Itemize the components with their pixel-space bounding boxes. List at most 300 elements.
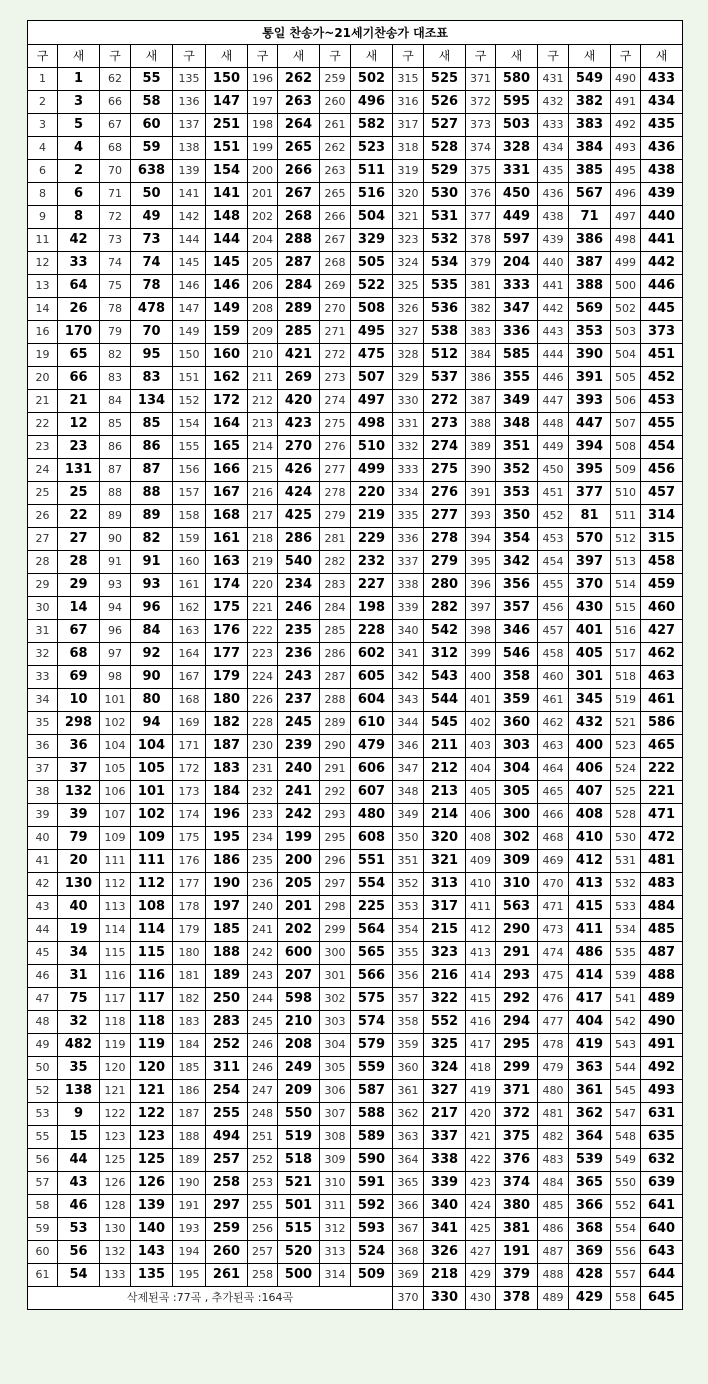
new-hymn-number: 327 xyxy=(424,1080,466,1103)
new-hymn-number: 60 xyxy=(131,114,173,137)
old-hymn-number: 410 xyxy=(466,873,496,896)
new-hymn-number: 71 xyxy=(569,206,611,229)
old-hymn-number: 172 xyxy=(173,758,206,781)
old-hymn-number: 85 xyxy=(100,413,131,436)
new-hymn-number: 150 xyxy=(206,68,248,91)
new-hymn-number: 275 xyxy=(424,459,466,482)
table-row xyxy=(28,482,683,505)
old-hymn-number: 180 xyxy=(173,942,206,965)
old-hymn-number: 549 xyxy=(611,1149,641,1172)
new-hymn-number: 408 xyxy=(569,804,611,827)
old-hymn-number: 111 xyxy=(100,850,131,873)
footer-cell: 378 xyxy=(496,1287,538,1310)
old-hymn-number: 62 xyxy=(100,68,131,91)
old-hymn-number: 221 xyxy=(248,597,278,620)
old-hymn-number: 212 xyxy=(248,390,278,413)
old-hymn-number: 146 xyxy=(173,275,206,298)
old-hymn-number: 286 xyxy=(320,643,351,666)
new-hymn-number: 518 xyxy=(278,1149,320,1172)
new-hymn-number: 135 xyxy=(131,1264,173,1287)
new-hymn-number: 415 xyxy=(569,896,611,919)
new-hymn-number: 311 xyxy=(206,1057,248,1080)
old-hymn-number: 419 xyxy=(466,1080,496,1103)
old-hymn-number: 331 xyxy=(393,413,424,436)
new-hymn-number: 641 xyxy=(641,1195,683,1218)
old-hymn-number: 504 xyxy=(611,344,641,367)
old-hymn-number: 164 xyxy=(173,643,206,666)
new-hymn-number: 347 xyxy=(496,298,538,321)
old-hymn-number: 194 xyxy=(173,1241,206,1264)
old-hymn-number: 236 xyxy=(248,873,278,896)
new-hymn-number: 258 xyxy=(206,1172,248,1195)
old-hymn-number: 232 xyxy=(248,781,278,804)
old-hymn-number: 159 xyxy=(173,528,206,551)
new-hymn-number: 497 xyxy=(351,390,393,413)
old-hymn-number: 83 xyxy=(100,367,131,390)
old-hymn-number: 141 xyxy=(173,183,206,206)
new-hymn-number: 394 xyxy=(569,436,611,459)
new-hymn-number: 105 xyxy=(131,758,173,781)
old-hymn-number: 214 xyxy=(248,436,278,459)
new-hymn-number: 151 xyxy=(206,137,248,160)
footer-cell: 645 xyxy=(641,1287,683,1310)
new-hymn-number: 635 xyxy=(641,1126,683,1149)
old-hymn-number: 284 xyxy=(320,597,351,620)
old-hymn-number: 441 xyxy=(538,275,569,298)
new-hymn-number: 190 xyxy=(206,873,248,896)
new-hymn-number: 545 xyxy=(424,712,466,735)
new-hymn-number: 95 xyxy=(131,344,173,367)
new-hymn-number: 493 xyxy=(641,1080,683,1103)
old-hymn-number: 245 xyxy=(248,1011,278,1034)
old-hymn-number: 222 xyxy=(248,620,278,643)
new-hymn-number: 40 xyxy=(58,896,100,919)
new-hymn-number: 160 xyxy=(206,344,248,367)
new-hymn-number: 239 xyxy=(278,735,320,758)
new-hymn-number: 108 xyxy=(131,896,173,919)
old-hymn-number: 101 xyxy=(100,689,131,712)
new-hymn-number: 104 xyxy=(131,735,173,758)
old-hymn-number: 384 xyxy=(466,344,496,367)
new-hymn-number: 381 xyxy=(496,1218,538,1241)
old-hymn-number: 181 xyxy=(173,965,206,988)
old-hymn-number: 90 xyxy=(100,528,131,551)
header-new: 새 xyxy=(58,45,100,68)
old-hymn-number: 339 xyxy=(393,597,424,620)
table-body xyxy=(28,68,683,1287)
new-hymn-number: 261 xyxy=(206,1264,248,1287)
old-hymn-number: 340 xyxy=(393,620,424,643)
old-hymn-number: 500 xyxy=(611,275,641,298)
old-hymn-number: 253 xyxy=(248,1172,278,1195)
new-hymn-number: 549 xyxy=(569,68,611,91)
table-row xyxy=(28,91,683,114)
new-hymn-number: 348 xyxy=(496,413,538,436)
new-hymn-number: 140 xyxy=(131,1218,173,1241)
old-hymn-number: 174 xyxy=(173,804,206,827)
old-hymn-number: 87 xyxy=(100,459,131,482)
new-hymn-number: 333 xyxy=(496,275,538,298)
new-hymn-number: 526 xyxy=(424,91,466,114)
old-hymn-number: 177 xyxy=(173,873,206,896)
new-hymn-number: 83 xyxy=(131,367,173,390)
new-hymn-number: 328 xyxy=(496,137,538,160)
old-hymn-number: 405 xyxy=(466,781,496,804)
old-hymn-number: 144 xyxy=(173,229,206,252)
old-hymn-number: 116 xyxy=(100,965,131,988)
new-hymn-number: 519 xyxy=(278,1126,320,1149)
old-hymn-number: 96 xyxy=(100,620,131,643)
old-hymn-number: 328 xyxy=(393,344,424,367)
old-hymn-number: 113 xyxy=(100,896,131,919)
old-hymn-number: 33 xyxy=(28,666,58,689)
new-hymn-number: 353 xyxy=(496,482,538,505)
new-hymn-number: 331 xyxy=(496,160,538,183)
new-hymn-number: 131 xyxy=(58,459,100,482)
new-hymn-number: 21 xyxy=(58,390,100,413)
new-hymn-number: 3 xyxy=(58,91,100,114)
new-hymn-number: 345 xyxy=(569,689,611,712)
new-hymn-number: 220 xyxy=(351,482,393,505)
old-hymn-number: 16 xyxy=(28,321,58,344)
old-hymn-number: 452 xyxy=(538,505,569,528)
new-hymn-number: 326 xyxy=(424,1241,466,1264)
old-hymn-number: 505 xyxy=(611,367,641,390)
new-hymn-number: 397 xyxy=(569,551,611,574)
new-hymn-number: 154 xyxy=(206,160,248,183)
header-new: 새 xyxy=(641,45,683,68)
old-hymn-number: 243 xyxy=(248,965,278,988)
table-row xyxy=(28,896,683,919)
new-hymn-number: 480 xyxy=(351,804,393,827)
old-hymn-number: 440 xyxy=(538,252,569,275)
old-hymn-number: 490 xyxy=(611,68,641,91)
new-hymn-number: 44 xyxy=(58,1149,100,1172)
table-row xyxy=(28,597,683,620)
new-hymn-number: 352 xyxy=(496,459,538,482)
old-hymn-number: 50 xyxy=(28,1057,58,1080)
new-hymn-number: 263 xyxy=(278,91,320,114)
table-row xyxy=(28,758,683,781)
new-hymn-number: 282 xyxy=(424,597,466,620)
old-hymn-number: 126 xyxy=(100,1172,131,1195)
new-hymn-number: 237 xyxy=(278,689,320,712)
old-hymn-number: 187 xyxy=(173,1103,206,1126)
old-hymn-number: 511 xyxy=(611,505,641,528)
old-hymn-number: 497 xyxy=(611,206,641,229)
new-hymn-number: 395 xyxy=(569,459,611,482)
new-hymn-number: 14 xyxy=(58,597,100,620)
new-hymn-number: 368 xyxy=(569,1218,611,1241)
new-hymn-number: 68 xyxy=(58,643,100,666)
new-hymn-number: 141 xyxy=(206,183,248,206)
new-hymn-number: 144 xyxy=(206,229,248,252)
old-hymn-number: 182 xyxy=(173,988,206,1011)
new-hymn-number: 218 xyxy=(424,1264,466,1287)
old-hymn-number: 31 xyxy=(28,620,58,643)
new-hymn-number: 424 xyxy=(278,482,320,505)
new-hymn-number: 240 xyxy=(278,758,320,781)
old-hymn-number: 397 xyxy=(466,597,496,620)
new-hymn-number: 251 xyxy=(206,114,248,137)
new-hymn-number: 170 xyxy=(58,321,100,344)
new-hymn-number: 501 xyxy=(278,1195,320,1218)
new-hymn-number: 4 xyxy=(58,137,100,160)
old-hymn-number: 519 xyxy=(611,689,641,712)
old-hymn-number: 349 xyxy=(393,804,424,827)
old-hymn-number: 414 xyxy=(466,965,496,988)
old-hymn-number: 24 xyxy=(28,459,58,482)
new-hymn-number: 340 xyxy=(424,1195,466,1218)
old-hymn-number: 334 xyxy=(393,482,424,505)
old-hymn-number: 121 xyxy=(100,1080,131,1103)
old-hymn-number: 436 xyxy=(538,183,569,206)
old-hymn-number: 352 xyxy=(393,873,424,896)
new-hymn-number: 458 xyxy=(641,551,683,574)
old-hymn-number: 427 xyxy=(466,1241,496,1264)
old-hymn-number: 302 xyxy=(320,988,351,1011)
old-hymn-number: 39 xyxy=(28,804,58,827)
old-hymn-number: 514 xyxy=(611,574,641,597)
old-hymn-number: 303 xyxy=(320,1011,351,1034)
new-hymn-number: 610 xyxy=(351,712,393,735)
old-hymn-number: 179 xyxy=(173,919,206,942)
old-hymn-number: 160 xyxy=(173,551,206,574)
new-hymn-number: 570 xyxy=(569,528,611,551)
old-hymn-number: 287 xyxy=(320,666,351,689)
new-hymn-number: 119 xyxy=(131,1034,173,1057)
old-hymn-number: 487 xyxy=(538,1241,569,1264)
new-hymn-number: 243 xyxy=(278,666,320,689)
old-hymn-number: 448 xyxy=(538,413,569,436)
old-hymn-number: 171 xyxy=(173,735,206,758)
old-hymn-number: 377 xyxy=(466,206,496,229)
table-row xyxy=(28,1149,683,1172)
old-hymn-number: 257 xyxy=(248,1241,278,1264)
new-hymn-number: 148 xyxy=(206,206,248,229)
old-hymn-number: 130 xyxy=(100,1218,131,1241)
old-hymn-number: 451 xyxy=(538,482,569,505)
old-hymn-number: 72 xyxy=(100,206,131,229)
new-hymn-number: 89 xyxy=(131,505,173,528)
new-hymn-number: 355 xyxy=(496,367,538,390)
new-hymn-number: 539 xyxy=(569,1149,611,1172)
table-row xyxy=(28,114,683,137)
old-hymn-number: 19 xyxy=(28,344,58,367)
new-hymn-number: 46 xyxy=(58,1195,100,1218)
old-hymn-number: 97 xyxy=(100,643,131,666)
new-hymn-number: 365 xyxy=(569,1172,611,1195)
new-hymn-number: 507 xyxy=(351,367,393,390)
new-hymn-number: 270 xyxy=(278,436,320,459)
new-hymn-number: 523 xyxy=(351,137,393,160)
old-hymn-number: 493 xyxy=(611,137,641,160)
new-hymn-number: 376 xyxy=(496,1149,538,1172)
new-hymn-number: 632 xyxy=(641,1149,683,1172)
old-hymn-number: 52 xyxy=(28,1080,58,1103)
new-hymn-number: 445 xyxy=(641,298,683,321)
old-hymn-number: 195 xyxy=(173,1264,206,1287)
old-hymn-number: 14 xyxy=(28,298,58,321)
table-row xyxy=(28,1057,683,1080)
old-hymn-number: 422 xyxy=(466,1149,496,1172)
new-hymn-number: 289 xyxy=(278,298,320,321)
new-hymn-number: 551 xyxy=(351,850,393,873)
new-hymn-number: 164 xyxy=(206,413,248,436)
old-hymn-number: 138 xyxy=(173,137,206,160)
old-hymn-number: 38 xyxy=(28,781,58,804)
table-row xyxy=(28,298,683,321)
old-hymn-number: 122 xyxy=(100,1103,131,1126)
new-hymn-number: 65 xyxy=(58,344,100,367)
new-hymn-number: 34 xyxy=(58,942,100,965)
old-hymn-number: 476 xyxy=(538,988,569,1011)
header-old: 구 xyxy=(466,45,496,68)
new-hymn-number: 227 xyxy=(351,574,393,597)
new-hymn-number: 294 xyxy=(496,1011,538,1034)
new-hymn-number: 94 xyxy=(131,712,173,735)
new-hymn-number: 202 xyxy=(278,919,320,942)
old-hymn-number: 327 xyxy=(393,321,424,344)
new-hymn-number: 293 xyxy=(496,965,538,988)
new-hymn-number: 25 xyxy=(58,482,100,505)
new-hymn-number: 191 xyxy=(496,1241,538,1264)
new-hymn-number: 638 xyxy=(131,160,173,183)
old-hymn-number: 468 xyxy=(538,827,569,850)
old-hymn-number: 524 xyxy=(611,758,641,781)
new-hymn-number: 221 xyxy=(641,781,683,804)
old-hymn-number: 453 xyxy=(538,528,569,551)
old-hymn-number: 158 xyxy=(173,505,206,528)
old-hymn-number: 125 xyxy=(100,1149,131,1172)
new-hymn-number: 485 xyxy=(641,919,683,942)
old-hymn-number: 474 xyxy=(538,942,569,965)
new-hymn-number: 322 xyxy=(424,988,466,1011)
old-hymn-number: 152 xyxy=(173,390,206,413)
old-hymn-number: 48 xyxy=(28,1011,58,1034)
new-hymn-number: 516 xyxy=(351,183,393,206)
new-hymn-number: 214 xyxy=(424,804,466,827)
old-hymn-number: 320 xyxy=(393,183,424,206)
old-hymn-number: 219 xyxy=(248,551,278,574)
new-hymn-number: 278 xyxy=(424,528,466,551)
new-hymn-number: 320 xyxy=(424,827,466,850)
new-hymn-number: 111 xyxy=(131,850,173,873)
new-hymn-number: 430 xyxy=(569,597,611,620)
new-hymn-number: 22 xyxy=(58,505,100,528)
new-hymn-number: 123 xyxy=(131,1126,173,1149)
old-hymn-number: 228 xyxy=(248,712,278,735)
new-hymn-number: 28 xyxy=(58,551,100,574)
new-hymn-number: 187 xyxy=(206,735,248,758)
new-hymn-number: 374 xyxy=(496,1172,538,1195)
new-hymn-number: 433 xyxy=(641,68,683,91)
new-hymn-number: 132 xyxy=(58,781,100,804)
new-hymn-number: 19 xyxy=(58,919,100,942)
old-hymn-number: 550 xyxy=(611,1172,641,1195)
table-row xyxy=(28,367,683,390)
header-old: 구 xyxy=(28,45,58,68)
old-hymn-number: 495 xyxy=(611,160,641,183)
old-hymn-number: 525 xyxy=(611,781,641,804)
header-new: 새 xyxy=(351,45,393,68)
old-hymn-number: 211 xyxy=(248,367,278,390)
new-hymn-number: 114 xyxy=(131,919,173,942)
old-hymn-number: 312 xyxy=(320,1218,351,1241)
old-hymn-number: 432 xyxy=(538,91,569,114)
header-new: 새 xyxy=(206,45,248,68)
old-hymn-number: 190 xyxy=(173,1172,206,1195)
old-hymn-number: 449 xyxy=(538,436,569,459)
new-hymn-number: 521 xyxy=(278,1172,320,1195)
new-hymn-number: 66 xyxy=(58,367,100,390)
new-hymn-number: 184 xyxy=(206,781,248,804)
table-row xyxy=(28,620,683,643)
old-hymn-number: 402 xyxy=(466,712,496,735)
table-row xyxy=(28,1195,683,1218)
new-hymn-number: 257 xyxy=(206,1149,248,1172)
new-hymn-number: 565 xyxy=(351,942,393,965)
old-hymn-number: 290 xyxy=(320,735,351,758)
old-hymn-number: 11 xyxy=(28,229,58,252)
new-hymn-number: 383 xyxy=(569,114,611,137)
table-row xyxy=(28,275,683,298)
old-hymn-number: 488 xyxy=(538,1264,569,1287)
new-hymn-number: 385 xyxy=(569,160,611,183)
new-hymn-number: 300 xyxy=(496,804,538,827)
new-hymn-number: 274 xyxy=(424,436,466,459)
new-hymn-number: 597 xyxy=(496,229,538,252)
new-hymn-number: 455 xyxy=(641,413,683,436)
old-hymn-number: 188 xyxy=(173,1126,206,1149)
new-hymn-number: 546 xyxy=(496,643,538,666)
new-hymn-number: 297 xyxy=(206,1195,248,1218)
new-hymn-number: 310 xyxy=(496,873,538,896)
new-hymn-number: 486 xyxy=(569,942,611,965)
old-hymn-number: 35 xyxy=(28,712,58,735)
new-hymn-number: 341 xyxy=(424,1218,466,1241)
new-hymn-number: 602 xyxy=(351,643,393,666)
new-hymn-number: 198 xyxy=(351,597,393,620)
old-hymn-number: 342 xyxy=(393,666,424,689)
new-hymn-number: 112 xyxy=(131,873,173,896)
header-new: 새 xyxy=(278,45,320,68)
new-hymn-number: 585 xyxy=(496,344,538,367)
table-row xyxy=(28,505,683,528)
old-hymn-number: 157 xyxy=(173,482,206,505)
new-hymn-number: 37 xyxy=(58,758,100,781)
old-hymn-number: 204 xyxy=(248,229,278,252)
new-hymn-number: 536 xyxy=(424,298,466,321)
old-hymn-number: 301 xyxy=(320,965,351,988)
old-hymn-number: 503 xyxy=(611,321,641,344)
new-hymn-number: 530 xyxy=(424,183,466,206)
header-new: 새 xyxy=(496,45,538,68)
table-row xyxy=(28,459,683,482)
new-hymn-number: 317 xyxy=(424,896,466,919)
old-hymn-number: 118 xyxy=(100,1011,131,1034)
old-hymn-number: 156 xyxy=(173,459,206,482)
old-hymn-number: 543 xyxy=(611,1034,641,1057)
new-hymn-number: 295 xyxy=(496,1034,538,1057)
new-hymn-number: 195 xyxy=(206,827,248,850)
new-hymn-number: 117 xyxy=(131,988,173,1011)
old-hymn-number: 224 xyxy=(248,666,278,689)
table-row xyxy=(28,1034,683,1057)
old-hymn-number: 107 xyxy=(100,804,131,827)
new-hymn-number: 279 xyxy=(424,551,466,574)
old-hymn-number: 367 xyxy=(393,1218,424,1241)
